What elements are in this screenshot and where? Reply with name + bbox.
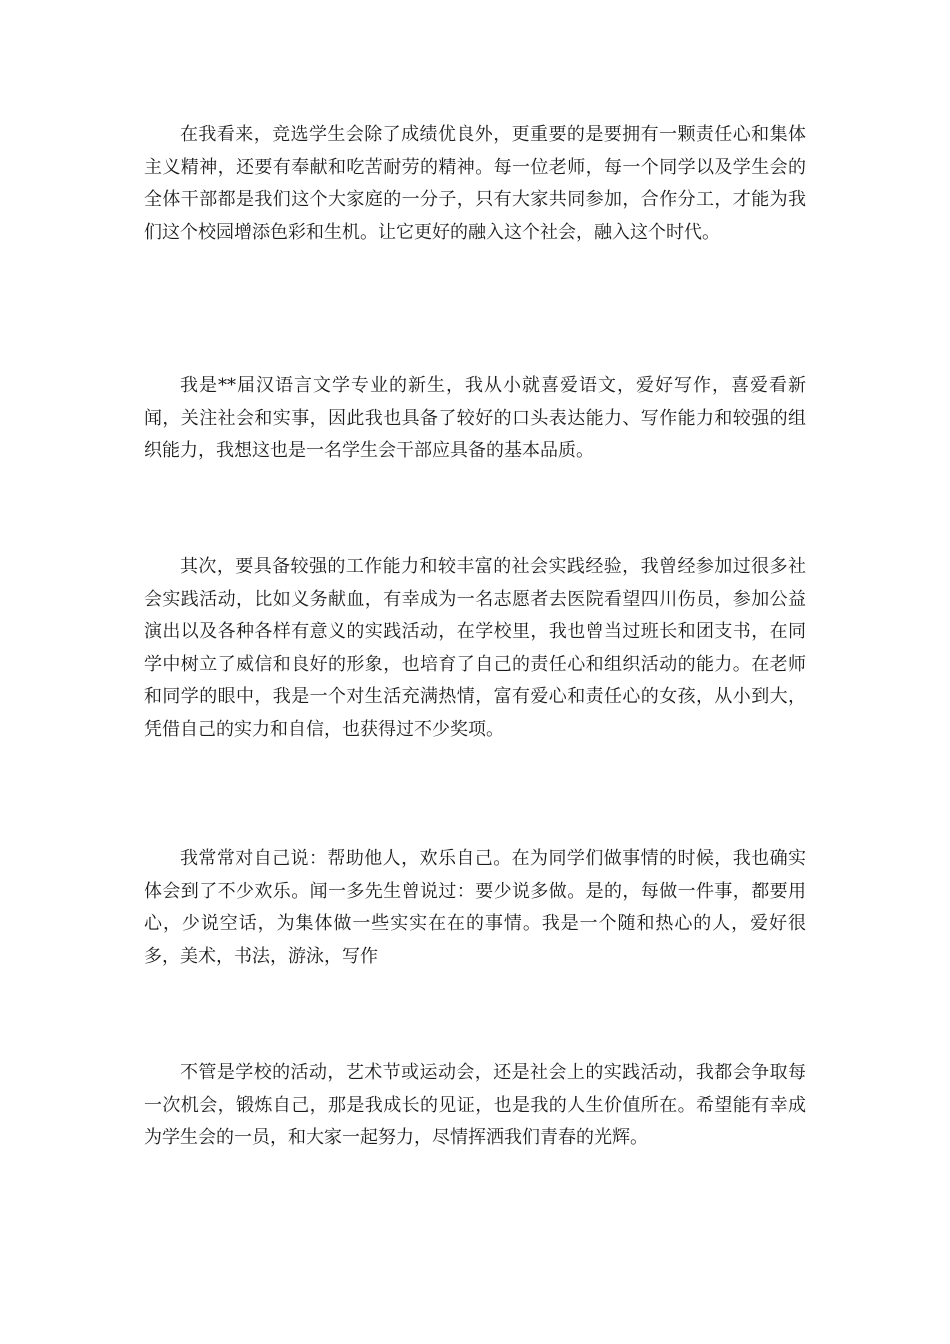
paragraph-4: 我常常对自己说：帮助他人，欢乐自己。在为同学们做事情的时候，我也确实体会到了不少欢乐。闻一多先生曾说过：要少说多做。是的，每做一件事，都要用心，少说空话，为集体做一些实实在在的事情。我是一个随和热心的人，爱好很多，美术，书法，游泳，写作 [144,848,806,967]
paragraph-3: 其次，要具备较强的工作能力和较丰富的社会实践经验，我曾经参加过很多社会实践活动，比如义务献血，有幸成为一名志愿者去医院看望四川伤员，参加公益演出以及各种各样有意义的实践活动，在学校里，我也曾当过班长和团支书，在同学中树立了威信和良好的形象，也培育了自己的责任心和组织活动的能力。在老师和同学的眼中，我是一个对生活充满热情，富有爱心和责任心的女孩，从小到大，凭借自己的实力和自信，也获得过不少奖项。 [144,556,806,740]
paragraph-1: 在我看来，竞选学生会除了成绩优良外，更重要的是要拥有一颗责任心和集体主义精神，还要有奉献和吃苦耐劳的精神。每一位老师，每一个同学以及学生会的全体干部都是我们这个大家庭的一分子，只有大家共同参加，合作分工，才能为我们这个校园增添色彩和生机。让它更好的融入这个社会，融入这个时代。 [144,124,806,243]
paragraph-2: 我是**届汉语言文学专业的新生，我从小就喜爱语文，爱好写作，喜爱看新闻，关注社会和实事，因此我也具备了较好的口头表达能力、写作能力和较强的组织能力，我想这也是一名学生会干部应具备的基本品质。 [144,375,806,461]
paragraph-5: 不管是学校的活动，艺术节或运动会，还是社会上的实践活动，我都会争取每一次机会，锻炼自己，那是我成长的见证，也是我的人生价值所在。希望能有幸成为学生会的一员，和大家一起努力，尽情挥洒我们青春的光辉。 [144,1062,806,1148]
